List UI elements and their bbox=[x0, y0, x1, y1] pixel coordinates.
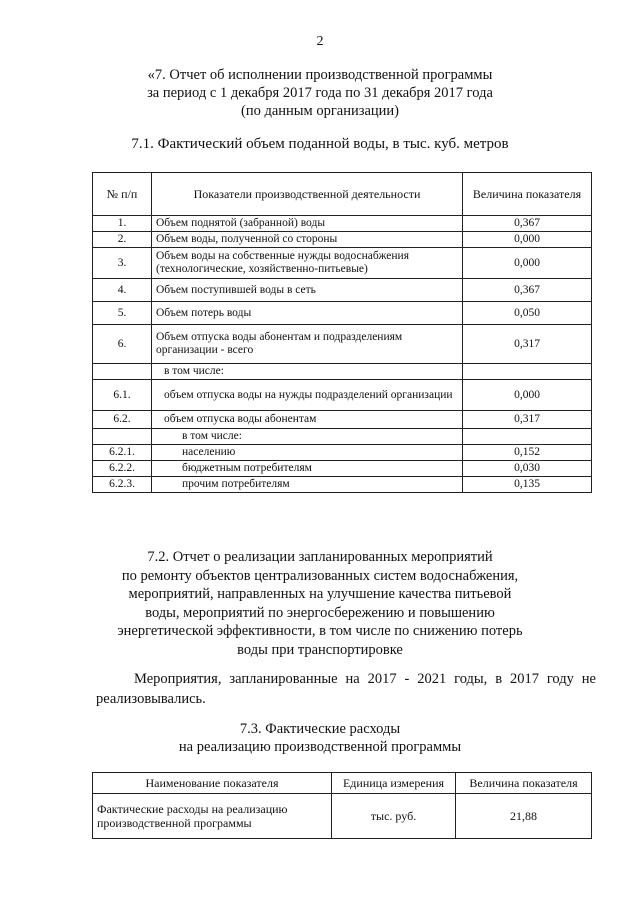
section-72-line: по ремонту объектов централизованных систем водоснабжения, bbox=[121, 567, 519, 584]
section-73-line-1: 7.3. Фактические расходы bbox=[239, 721, 401, 737]
section-73-title bbox=[0, 720, 640, 756]
table-row bbox=[93, 429, 592, 445]
section-72-line: энергетической эффективности, в том числе по снижению потерь bbox=[117, 623, 523, 639]
indicator-value-cell: 0,050 bbox=[463, 302, 592, 325]
indicator-value-cell: 0,030 bbox=[463, 461, 592, 477]
indicator-value-cell bbox=[463, 364, 592, 380]
table-row bbox=[93, 302, 592, 325]
row-number-cell: 3. bbox=[93, 248, 152, 279]
table-row bbox=[93, 364, 592, 380]
indicator-name-cell: объем отпуска воды на нужды подразделений организации bbox=[152, 380, 463, 411]
row-number-cell: 6.2.3. bbox=[93, 477, 152, 493]
column-header-value: Величина показателя bbox=[456, 773, 592, 794]
indicator-value-cell: 0,000 bbox=[463, 380, 592, 411]
water-volume-table bbox=[92, 172, 592, 493]
row-number-cell: 6.2. bbox=[93, 411, 152, 429]
section-73-line-2: на реализацию производственной программы bbox=[178, 739, 462, 755]
indicator-name-cell: Объем воды, полученной со стороны bbox=[152, 232, 463, 248]
table-row bbox=[93, 279, 592, 302]
section-72-paragraph: Мероприятия, запланированные на 2017 - 2021 годы, в 2017 году не реализовывались. bbox=[96, 671, 596, 707]
indicator-value-cell bbox=[463, 429, 592, 445]
row-number-cell: 6.2.2. bbox=[93, 461, 152, 477]
indicator-name-cell: Объем отпуска воды абонентам и подразделениям организации - всего bbox=[152, 325, 463, 364]
row-number-cell bbox=[93, 364, 152, 380]
column-header-number: № п/п bbox=[93, 173, 152, 216]
indicator-name-cell: Объем поднятой (забранной) воды bbox=[152, 216, 463, 232]
row-number-cell: 6. bbox=[93, 325, 152, 364]
indicator-value-cell: 0,317 bbox=[463, 325, 592, 364]
row-number-cell: 2. bbox=[93, 232, 152, 248]
indicator-value-cell: 0,000 bbox=[463, 248, 592, 279]
table-row bbox=[93, 325, 592, 364]
section-72-line: воды, мероприятий по энергосбережению и повышению bbox=[145, 604, 495, 621]
table-row bbox=[93, 248, 592, 279]
indicator-name-cell: Объем воды на собственные нужды водоснабжения (технологические, хозяйственно-питьевые) bbox=[152, 248, 463, 279]
indicator-value-cell: 0,135 bbox=[463, 477, 592, 493]
indicator-value-cell: 0,152 bbox=[463, 445, 592, 461]
table-header-row bbox=[93, 173, 592, 216]
indicator-name-cell: объем отпуска воды абонентам bbox=[152, 411, 463, 429]
indicator-value-cell: 0,367 bbox=[463, 216, 592, 232]
table-row bbox=[93, 216, 592, 232]
indicator-value-cell: 0,317 bbox=[463, 411, 592, 429]
indicator-name-cell: Объем потерь воды bbox=[152, 302, 463, 325]
section-72-line: мероприятий, направленных на улучшение качества питьевой bbox=[128, 586, 512, 602]
table-row bbox=[93, 794, 592, 839]
row-number-cell: 6.2.1. bbox=[93, 445, 152, 461]
column-header-unit: Единица измерения bbox=[332, 773, 456, 794]
report-title-line-2: за период с 1 декабря 2017 года по 31 декабря 2017 года bbox=[147, 85, 493, 101]
indicator-name-cell: в том числе: bbox=[152, 364, 463, 380]
table-header-row bbox=[93, 773, 592, 794]
row-number-cell: 4. bbox=[93, 279, 152, 302]
expense-name-cell: Фактические расходы на реализацию производственной программы bbox=[93, 794, 332, 839]
section-72-title bbox=[0, 548, 640, 659]
indicator-name-cell: в том числе: bbox=[152, 429, 463, 445]
section-72-line: воды при транспортировке bbox=[237, 641, 403, 658]
expense-value-cell: 21,88 bbox=[456, 794, 592, 839]
page-number: 2 bbox=[316, 34, 324, 49]
column-header-value: Величина показателя bbox=[463, 173, 592, 216]
report-title-line-1: «7. Отчет об исполнении производственной программы bbox=[147, 67, 493, 83]
indicator-name-cell: прочим потребителям bbox=[152, 477, 463, 493]
indicator-name-cell: населению bbox=[152, 445, 463, 461]
table-row bbox=[93, 477, 592, 493]
table-row bbox=[93, 232, 592, 248]
indicator-name-cell: бюджетным потребителям bbox=[152, 461, 463, 477]
column-header-name: Наименование показателя bbox=[93, 773, 332, 794]
table-row bbox=[93, 380, 592, 411]
table-row bbox=[93, 461, 592, 477]
section-71-title: 7.1. Фактический объем поданной воды, в тыс. куб. метров bbox=[131, 136, 509, 152]
section-72-line: 7.2. Отчет о реализации запланированных мероприятий bbox=[147, 549, 493, 565]
column-header-indicator: Показатели производственной деятельности bbox=[152, 173, 463, 216]
indicator-name-cell: Объем поступившей воды в сеть bbox=[152, 279, 463, 302]
indicator-value-cell: 0,367 bbox=[463, 279, 592, 302]
row-number-cell: 1. bbox=[93, 216, 152, 232]
row-number-cell: 6.1. bbox=[93, 380, 152, 411]
table-row bbox=[93, 445, 592, 461]
row-number-cell bbox=[93, 429, 152, 445]
row-number-cell: 5. bbox=[93, 302, 152, 325]
expenses-table bbox=[92, 772, 592, 839]
table-row bbox=[93, 411, 592, 429]
report-title bbox=[0, 66, 640, 120]
report-title-line-3: (по данным организации) bbox=[240, 103, 399, 119]
expense-unit-cell: тыс. руб. bbox=[332, 794, 456, 839]
indicator-value-cell: 0,000 bbox=[463, 232, 592, 248]
